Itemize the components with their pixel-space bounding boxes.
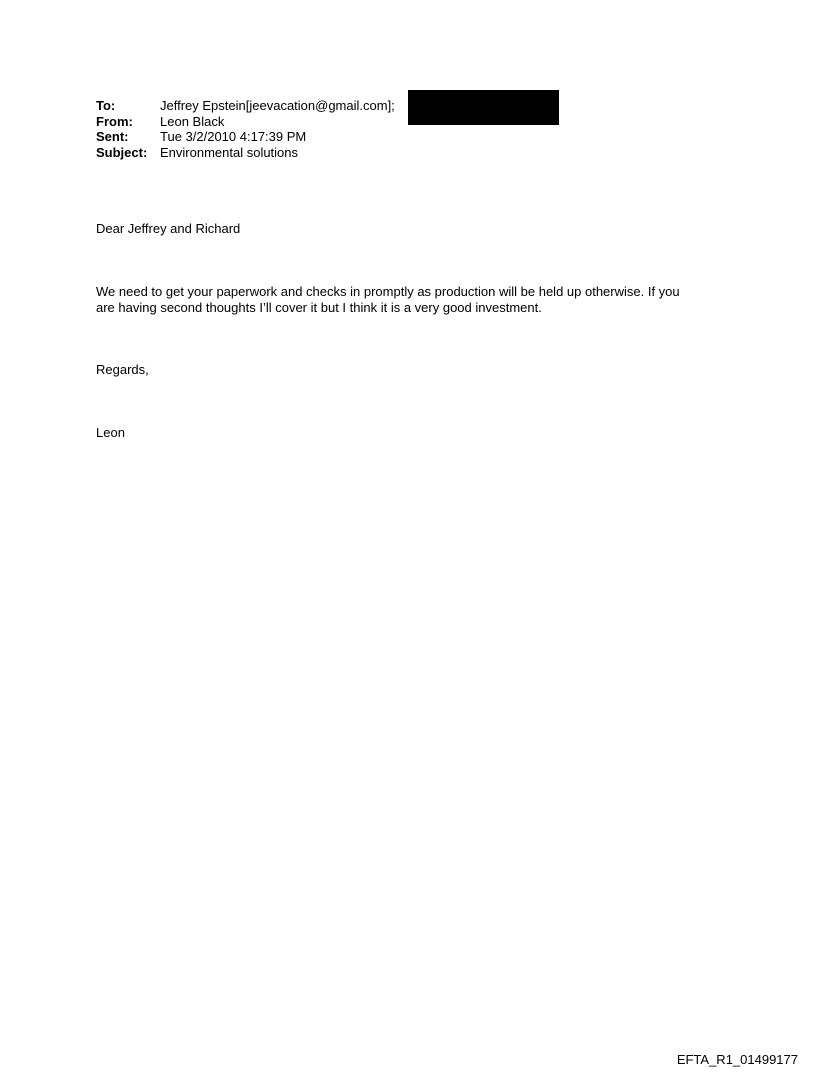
from-label: From: bbox=[96, 113, 133, 129]
sent-value: Tue 3/2/2010 4:17:39 PM bbox=[160, 129, 307, 144]
header-row-sent bbox=[96, 129, 395, 145]
email-signature: Leon bbox=[96, 425, 125, 440]
from-value: Leon Black bbox=[160, 113, 225, 129]
header-row-from bbox=[96, 114, 395, 130]
email-paragraph bbox=[96, 284, 680, 315]
email-header bbox=[96, 98, 395, 160]
subject-value: Environmental solutions bbox=[160, 144, 299, 160]
email-greeting: Dear Jeffrey and Richard bbox=[96, 221, 241, 236]
subject-label: Subject: bbox=[96, 144, 148, 160]
paragraph-line-2: are having second thoughts I’ll cover it but I think it is a very good investment. bbox=[96, 299, 542, 315]
to-label: To: bbox=[96, 98, 116, 113]
header-row-to bbox=[96, 98, 395, 114]
header-row-subject bbox=[96, 145, 395, 161]
sent-label: Sent: bbox=[96, 129, 129, 144]
document-id: EFTA_R1_01499177 bbox=[676, 1052, 798, 1067]
to-value: Jeffrey Epstein[jeevacation@gmail.com]; bbox=[160, 98, 395, 113]
paragraph-line-1: We need to get your paperwork and checks in promptly as production will be held up otherwise. If you bbox=[96, 284, 680, 299]
email-closing: Regards, bbox=[96, 362, 149, 377]
redaction-box bbox=[408, 90, 559, 125]
